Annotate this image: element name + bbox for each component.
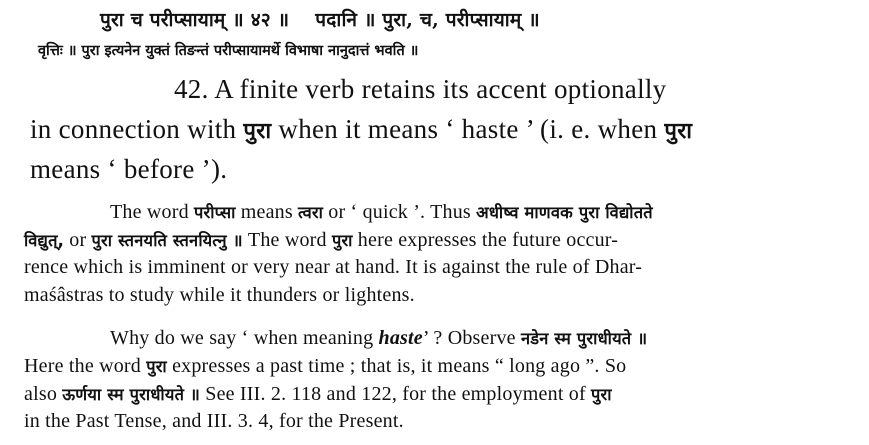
devanagari-word: विद्युत्,	[24, 231, 65, 250]
vritti-line: वृत्तिः ॥ पुरा इत्यनेन युक्तं तिङन्तं परीप्सायामर्थे विभाषा नानुदात्तं भवति ॥	[38, 42, 419, 59]
devanagari-phrase: ऊर्णया स्म पुराधीयते ॥	[62, 385, 201, 404]
body-text: ’ ? Observe	[422, 327, 521, 349]
body-text: or ‘ quick ’. Thus	[323, 201, 477, 223]
devanagari-phrase: अधीष्व माणवक पुरा विद्योतते	[476, 203, 653, 222]
translation-text: when it means ‘ haste ’ (i. e. when	[271, 114, 665, 144]
body-text: also	[24, 383, 63, 405]
body-text: or	[64, 229, 92, 251]
translation-text: in connection with	[30, 114, 244, 144]
body-text: here expresses the future occur-	[352, 229, 619, 251]
body-text: The word	[110, 201, 194, 223]
padani-text: पदानि ॥ पुरा, च, परीप्सायाम् ॥	[315, 9, 540, 31]
sutra-text: पुरा च परीप्सायाम् ॥ ४२ ॥	[100, 9, 290, 31]
para2-line-3	[24, 382, 612, 406]
devanagari-word: परीप्सा	[194, 203, 236, 222]
para1-line-1	[110, 200, 653, 224]
para2-line-2	[24, 354, 626, 378]
body-text: means	[235, 201, 299, 223]
para1-line-4: maśâstras to study while it thunders or lightens.	[24, 284, 415, 306]
devanagari-word: पुरा	[146, 357, 167, 376]
body-text: See III. 2. 118 and 122, for the employment of	[200, 383, 592, 405]
para1-line-3: rence which is imminent or very near at hand. It is against the rule of Dhar-	[24, 256, 643, 278]
italic-word: haste	[378, 327, 423, 349]
body-text: Here the word	[24, 355, 147, 377]
devanagari-word: त्वरा	[298, 203, 324, 222]
body-text: expresses a past time ; that is, it means “ long ago ”. So	[166, 355, 627, 377]
devanagari-word: पुरा	[243, 118, 272, 144]
para2-line-1	[110, 326, 647, 350]
para1-line-2	[24, 228, 618, 252]
translation-line-2	[30, 114, 692, 145]
devanagari-word: पुरा	[331, 231, 353, 250]
body-text: The word	[242, 229, 332, 251]
sutra-line	[100, 6, 540, 32]
body-text: Why do we say ‘ when meaning	[110, 327, 379, 349]
devanagari-word: पुरा	[664, 118, 693, 144]
devanagari-phrase: पुरा स्तनयति स्तनयित्नु ॥	[91, 231, 243, 250]
devanagari-phrase: नडेन स्म पुराधीयते ॥	[520, 329, 648, 348]
para2-line-4: in the Past Tense, and III. 3. 4, for the Present.	[24, 410, 404, 432]
translation-line-1: 42. A finite verb retains its accent optionally	[174, 74, 667, 104]
translation-line-3: means ‘ before ’).	[30, 154, 228, 184]
devanagari-word: पुरा	[591, 385, 612, 404]
